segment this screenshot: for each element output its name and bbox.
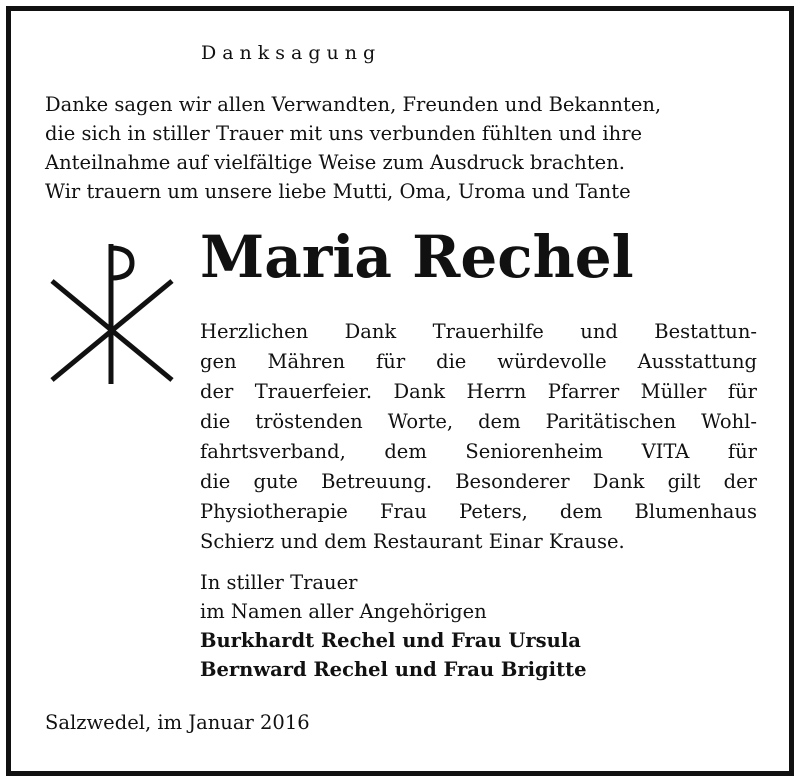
notice-heading: Danksagung	[201, 42, 382, 64]
thanks-line: Physiotherapie Frau Peters, dem Blumenhaus	[200, 500, 757, 523]
closing-line: im Namen aller Angehörigen	[200, 600, 487, 623]
thanks-line: die tröstenden Worte, dem Paritätischen Wohl-	[200, 410, 757, 433]
place-date: Salzwedel, im Januar 2016	[45, 711, 310, 734]
mourner-name: Bernward Rechel und Frau Brigitte	[200, 658, 587, 681]
intro-line: Danke sagen wir allen Verwandten, Freunden und Bekannten,	[45, 93, 662, 116]
thanks-line: die gute Betreuung. Besonderer Dank gilt der	[200, 470, 757, 493]
chi-rho-icon	[48, 238, 176, 388]
thanks-line: der Trauerfeier. Dank Herrn Pfarrer Müller für	[200, 380, 757, 403]
deceased-name: Maria Rechel	[200, 223, 634, 291]
closing-line: In stiller Trauer	[200, 571, 358, 594]
thanks-line: fahrtsverband, dem Seniorenheim VITA für	[200, 440, 757, 463]
intro-text	[45, 90, 765, 206]
thanks-paragraph	[200, 317, 757, 557]
closing-block	[200, 568, 587, 684]
intro-line: Wir trauern um unsere liebe Mutti, Oma, Uroma und Tante	[45, 180, 631, 203]
intro-line: die sich in stiller Trauer mit uns verbunden fühlten und ihre	[45, 122, 643, 145]
mourner-name: Burkhardt Rechel und Frau Ursula	[200, 629, 581, 652]
chi-rho-loop	[111, 248, 132, 278]
thanks-line: Schierz und dem Restaurant Einar Krause.	[200, 530, 625, 553]
thanks-line: gen Mähren für die würdevolle Ausstattung	[200, 350, 757, 373]
intro-line: Anteilnahme auf vielfältige Weise zum Ausdruck brachten.	[45, 151, 625, 174]
thanks-line: Herzlichen Dank Trauerhilfe und Bestattun-	[200, 320, 757, 343]
